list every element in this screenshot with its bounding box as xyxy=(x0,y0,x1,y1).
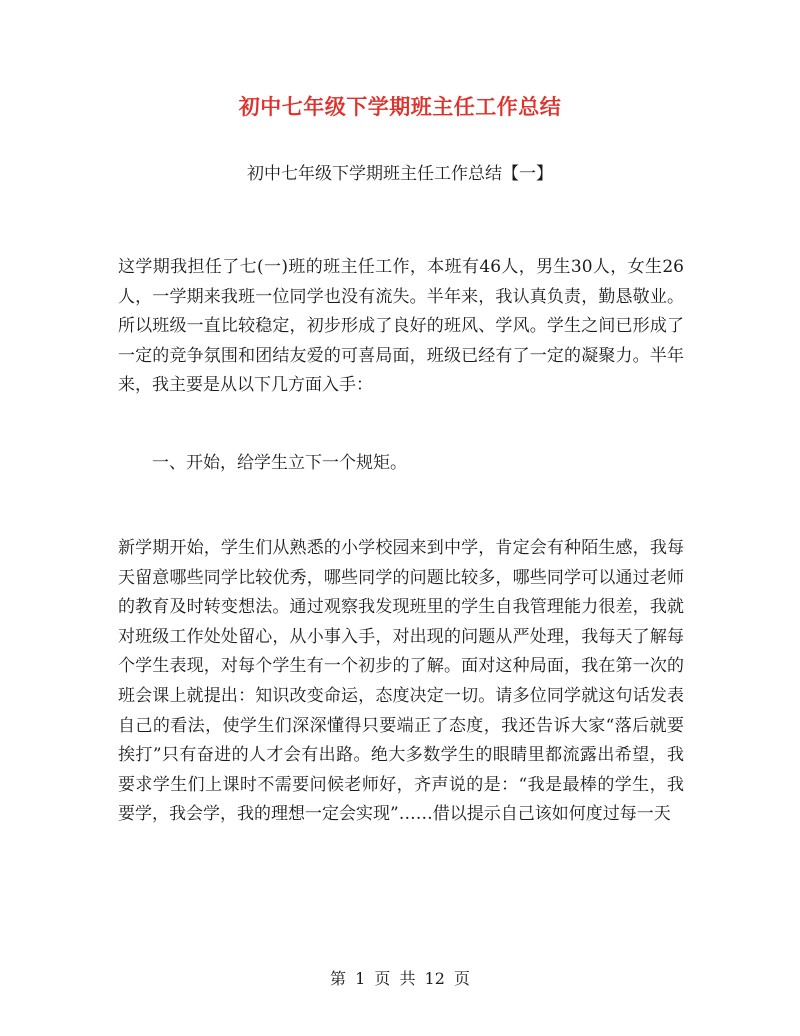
section-heading: 一、开始，给学生立下一个规矩。 xyxy=(152,453,407,473)
body-paragraph: 新学期开始，学生们从熟悉的小学校园来到中学，肯定会有种陌生感，我每天留意哪些同学比较优秀，哪些同学的问题比较多，哪些同学可以通过老师的教育及时转变想法。通过观察我发现班里的学生自我管理能力很差，我就对班级工作处处留心，从小事入手，对出现的问题从严处理，我每天了解每个学生表现，对每个学生有一个初步的了解。面对这种局面，我在第一次的班会课上就提出：知识改变命运，态度决定一切。请多位同学就这句话发表自己的看法，使学生们深深懂得只要端正了态度，我还告诉大家“落后就要挨打”只有奋进的人才会有出路。绝大多数学生的眼睛里都流露出希望，我要求学生们上课时不需要问候老师好，齐声说的是：“我是最棒的学生，我要学，我会学，我的理想一定会实现”……借以提示自己该如何度过每一天 xyxy=(118,538,684,825)
document-subtitle: 初中七年级下学期班主任工作总结【一】 xyxy=(247,164,553,184)
page-number-footer: 第 1 页 共 12 页 xyxy=(330,969,470,988)
body-paragraph: 这学期我担任了七(一)班的班主任工作，本班有46人，男生30人，女生26人，一学期来我班一位同学也没有流失。半年来，我认真负责，勤恳敬业。所以班级一直比较稳定，初步形成了良好的班风、学风。学生之间已形成了一定的竞争氛围和团结友爱的可喜局面，班级已经有了一定的凝聚力。半年来，我主要是从以下几方面入手： xyxy=(118,257,684,396)
document-title: 初中七年级下学期班主任工作总结 xyxy=(238,94,562,119)
